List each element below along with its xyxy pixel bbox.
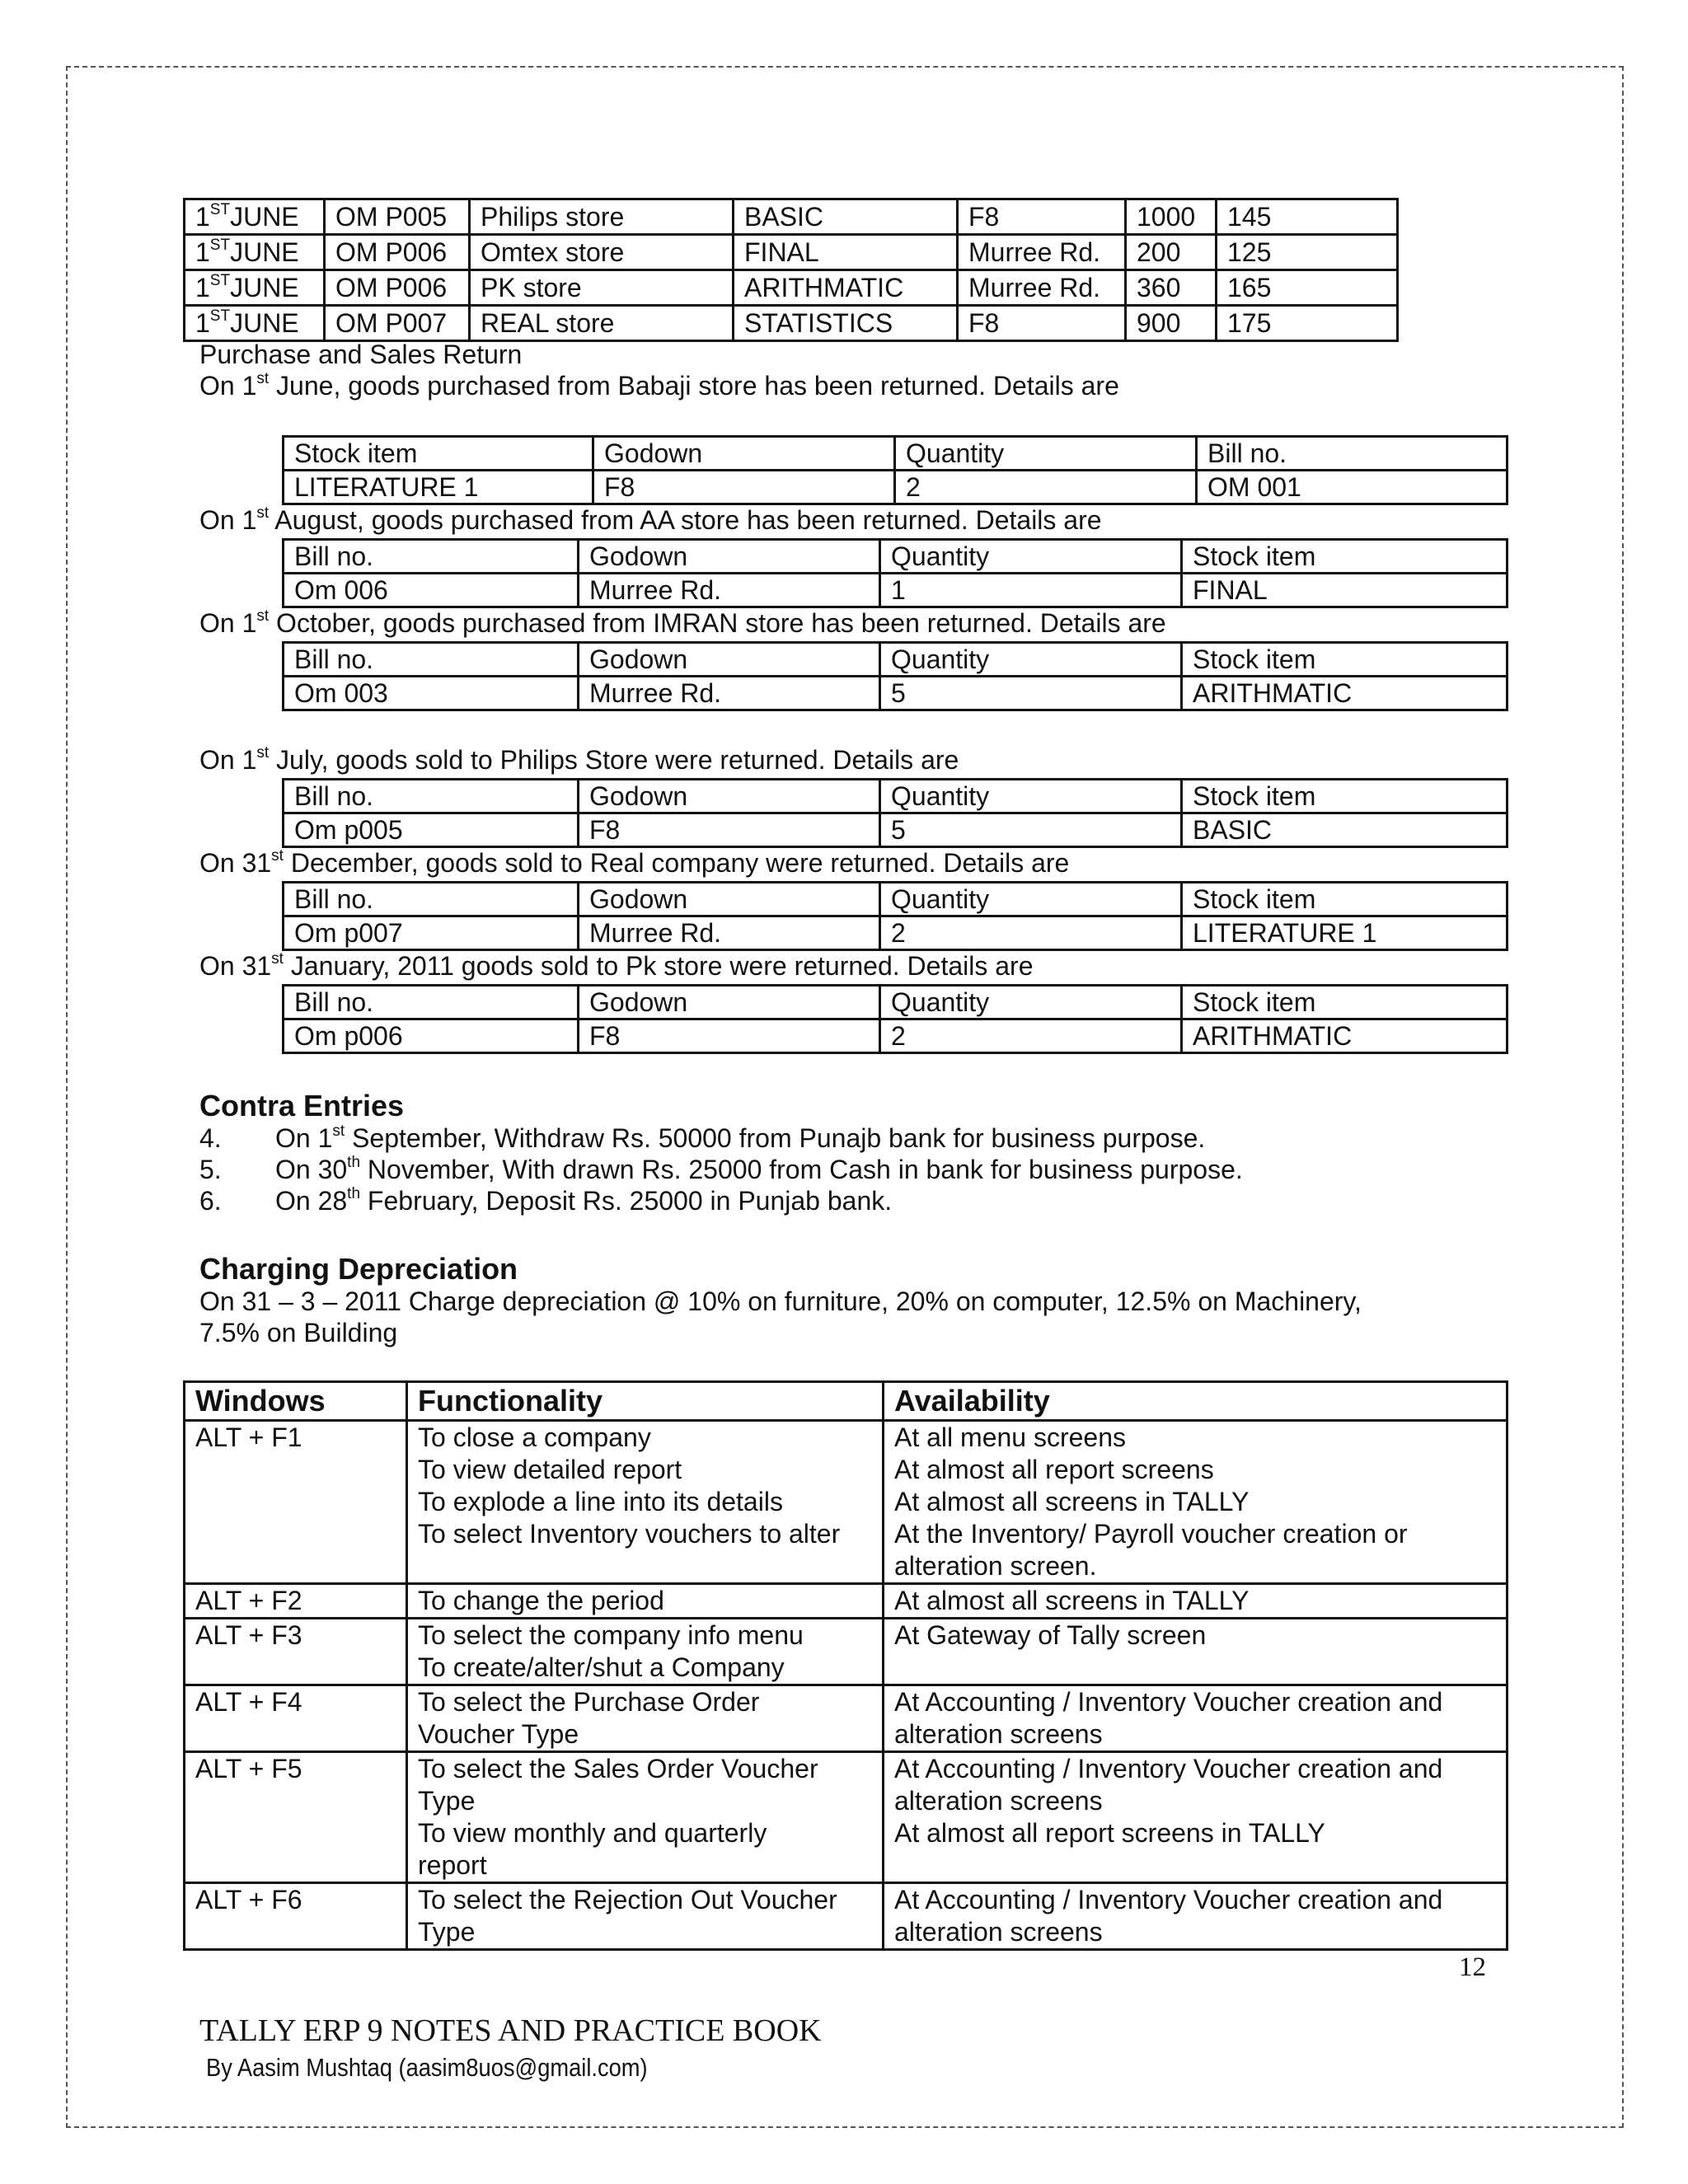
- functionality-line: Voucher Type: [418, 1719, 579, 1749]
- functionality-cell: [407, 1421, 884, 1584]
- qty-cell: 360: [1126, 270, 1217, 306]
- key-cell: ALT + F3: [185, 1619, 407, 1685]
- list-item: [199, 1122, 1243, 1154]
- availability-line: alteration screens: [894, 1719, 1103, 1749]
- availability-line: At almost all report screens: [894, 1455, 1214, 1484]
- return-table-3: [282, 641, 1508, 711]
- rate-cell: 175: [1217, 306, 1398, 341]
- table-cell: Om p005: [284, 813, 579, 847]
- date-cell: [185, 270, 325, 306]
- date-month: JUNE: [230, 202, 299, 232]
- table-cell: 2: [880, 916, 1182, 950]
- header-cell: Godown: [579, 780, 880, 813]
- table-row: [185, 1883, 1507, 1950]
- header-cell: Bill no.: [284, 780, 579, 813]
- return-paragraph-5: On 31st December, goods sold to Real company were returned. Details are: [199, 847, 1070, 878]
- header-cell: Quantity: [880, 643, 1182, 677]
- header-cell: Bill no.: [284, 986, 579, 1019]
- date-day: 1: [195, 202, 210, 232]
- date-cell: [185, 306, 325, 341]
- availability-line: At almost all screens in TALLY: [894, 1487, 1250, 1516]
- bill-cell: OM P006: [325, 270, 470, 306]
- table-cell: Murree Rd.: [579, 677, 880, 710]
- list-item: [199, 1185, 1243, 1216]
- table-row: [185, 1685, 1507, 1752]
- table-cell: Murree Rd.: [579, 916, 880, 950]
- party-cell: Philips store: [470, 199, 734, 235]
- functionality-line: To select the Purchase Order: [418, 1687, 760, 1717]
- header-cell: Quantity: [880, 883, 1182, 916]
- functionality-cell: [407, 1619, 884, 1685]
- item-text: September, Withdraw Rs. 50000 from Punajb bank for business purpose.: [345, 1123, 1206, 1153]
- item-number: 5.: [199, 1155, 222, 1184]
- table-cell: BASIC: [1182, 813, 1507, 847]
- qty-cell: 200: [1126, 235, 1217, 270]
- return-paragraph-6: On 31st January, 2011 goods sold to Pk store were returned. Details are: [199, 950, 1034, 981]
- item-suffix: th: [347, 1154, 361, 1172]
- functionality-line: To view detailed report: [418, 1455, 682, 1484]
- table-cell: 5: [880, 813, 1182, 847]
- date-suffix: ST: [209, 201, 231, 219]
- return-table-6: [282, 984, 1508, 1054]
- table-cell: F8: [579, 813, 880, 847]
- contra-heading: Contra Entries: [199, 1089, 405, 1122]
- functionality-line: To select the Sales Order Voucher: [418, 1754, 818, 1783]
- header-cell: Stock item: [284, 437, 593, 471]
- table-cell: 5: [880, 677, 1182, 710]
- availability-line: alteration screens: [894, 1786, 1103, 1816]
- item-cell: STATISTICS: [734, 306, 958, 341]
- item-text-pre: On 30: [275, 1155, 348, 1184]
- table-cell: 2: [895, 471, 1197, 504]
- header-cell: Bill no.: [284, 643, 579, 677]
- availability-line: alteration screens: [894, 1917, 1103, 1947]
- column-header: Windows: [185, 1382, 407, 1421]
- qty-cell: 900: [1126, 306, 1217, 341]
- item-cell: FINAL: [734, 235, 958, 270]
- table-cell: FINAL: [1182, 574, 1507, 607]
- table-cell: LITERATURE 1: [284, 471, 593, 504]
- key-cell: ALT + F6: [185, 1883, 407, 1950]
- functionality-line: To change the period: [418, 1586, 664, 1615]
- functionality-cell: [407, 1685, 884, 1752]
- table-header-row: [284, 883, 1507, 916]
- availability-cell: [884, 1619, 1507, 1685]
- functionality-cell: [407, 1584, 884, 1619]
- date-day: 1: [195, 273, 210, 302]
- godown-cell: Murree Rd.: [958, 235, 1126, 270]
- table-row: [284, 471, 1507, 504]
- rate-cell: 125: [1217, 235, 1398, 270]
- return-table-2: [282, 538, 1508, 608]
- date-month: JUNE: [230, 237, 299, 267]
- functionality-line: To select the company info menu: [418, 1620, 804, 1650]
- return-table-1: [282, 435, 1508, 505]
- table-row: [284, 1019, 1507, 1053]
- functionality-line: To create/alter/shut a Company: [418, 1652, 785, 1682]
- availability-cell: [884, 1752, 1507, 1883]
- table-cell: F8: [593, 471, 895, 504]
- availability-cell: [884, 1584, 1507, 1619]
- item-number: 6.: [199, 1186, 222, 1216]
- table-header-row: [284, 780, 1507, 813]
- table-row: [284, 574, 1507, 607]
- table-header-row: [284, 437, 1507, 471]
- table-cell: ARITHMATIC: [1182, 677, 1507, 710]
- functionality-line: To close a company: [418, 1422, 651, 1452]
- rate-cell: 145: [1217, 199, 1398, 235]
- bill-cell: OM P007: [325, 306, 470, 341]
- return-paragraph-4: On 1st July, goods sold to Philips Store were returned. Details are: [199, 744, 959, 775]
- table-row: [185, 1619, 1507, 1685]
- footer-title: TALLY ERP 9 NOTES AND PRACTICE BOOK: [199, 2013, 822, 2048]
- sales-table: [183, 198, 1399, 342]
- contra-list: [199, 1122, 1243, 1216]
- rate-cell: 165: [1217, 270, 1398, 306]
- table-cell: F8: [579, 1019, 880, 1053]
- header-cell: Bill no.: [284, 540, 579, 574]
- date-month: JUNE: [230, 308, 299, 338]
- availability-line: alteration screen.: [894, 1551, 1097, 1581]
- header-cell: Quantity: [880, 780, 1182, 813]
- party-cell: REAL store: [470, 306, 734, 341]
- item-suffix: th: [347, 1185, 361, 1203]
- table-header-row: [284, 540, 1507, 574]
- list-item: [199, 1154, 1243, 1185]
- header-cell: Stock item: [1182, 540, 1507, 574]
- key-cell: ALT + F5: [185, 1752, 407, 1883]
- return-table-5: [282, 881, 1508, 951]
- table-cell: OM 001: [1197, 471, 1507, 504]
- return-paragraph-2: On 1st August, goods purchased from AA store has been returned. Details are: [199, 504, 1102, 535]
- date-month: JUNE: [230, 273, 299, 302]
- item-cell: ARITHMATIC: [734, 270, 958, 306]
- date-cell: [185, 199, 325, 235]
- availability-line: At all menu screens: [894, 1422, 1127, 1452]
- availability-line: At almost all report screens in TALLY: [894, 1818, 1325, 1848]
- depreciation-line-1: On 31 – 3 – 2011 Charge depreciation @ 10% on furniture, 20% on computer, 12.5% on Machinery,: [199, 1286, 1362, 1316]
- table-row: [284, 813, 1507, 847]
- header-cell: Godown: [579, 986, 880, 1019]
- availability-line: At the Inventory/ Payroll voucher creation or: [894, 1519, 1408, 1549]
- functionality-cell: [407, 1752, 884, 1883]
- table-row: [185, 306, 1398, 341]
- header-cell: Bill no.: [1197, 437, 1507, 471]
- table-cell: LITERATURE 1: [1182, 916, 1507, 950]
- key-cell: ALT + F1: [185, 1421, 407, 1584]
- date-suffix: ST: [209, 307, 231, 326]
- table-cell: Om 003: [284, 677, 579, 710]
- return-table-4: [282, 778, 1508, 848]
- item-text-pre: On 1: [275, 1123, 333, 1153]
- availability-cell: [884, 1421, 1507, 1584]
- table-header-row: [284, 986, 1507, 1019]
- availability-line: At almost all screens in TALLY: [894, 1586, 1250, 1615]
- key-cell: ALT + F4: [185, 1685, 407, 1752]
- availability-line: At Gateway of Tally screen: [894, 1620, 1207, 1650]
- page-number: 12: [1459, 1952, 1486, 1982]
- header-cell: Godown: [579, 540, 880, 574]
- footer-author: By Aasim Mushtaq (aasim8uos@gmail.com): [206, 2053, 648, 2082]
- availability-line: At Accounting / Inventory Voucher creation and: [894, 1687, 1443, 1717]
- header-cell: Quantity: [880, 540, 1182, 574]
- date-day: 1: [195, 308, 210, 338]
- table-cell: 2: [880, 1019, 1182, 1053]
- item-cell: BASIC: [734, 199, 958, 235]
- table-cell: Om p007: [284, 916, 579, 950]
- header-cell: Stock item: [1182, 780, 1507, 813]
- table-row: [185, 270, 1398, 306]
- availability-line: At Accounting / Inventory Voucher creation and: [894, 1885, 1443, 1915]
- godown-cell: Murree Rd.: [958, 270, 1126, 306]
- qty-cell: 1000: [1126, 199, 1217, 235]
- table-row: [284, 916, 1507, 950]
- header-cell: Stock item: [1182, 986, 1507, 1019]
- table-row: [185, 235, 1398, 270]
- functionality-line: report: [418, 1850, 487, 1880]
- table-row: [185, 1584, 1507, 1619]
- functionality-line: To select Inventory vouchers to alter: [418, 1519, 841, 1549]
- header-cell: Stock item: [1182, 883, 1507, 916]
- header-cell: Stock item: [1182, 643, 1507, 677]
- header-cell: Godown: [593, 437, 895, 471]
- item-text: February, Deposit Rs. 25000 in Punjab bank.: [360, 1186, 893, 1216]
- item-text: November, With drawn Rs. 25000 from Cash in bank for business purpose.: [360, 1155, 1243, 1184]
- functionality-line: To view monthly and quarterly: [418, 1818, 767, 1848]
- date-day: 1: [195, 237, 210, 267]
- section-label-returns: Purchase and Sales Return: [199, 340, 523, 369]
- header-cell: Godown: [579, 883, 880, 916]
- date-cell: [185, 235, 325, 270]
- header-cell: Quantity: [880, 986, 1182, 1019]
- column-header: Functionality: [407, 1382, 884, 1421]
- return-paragraph-1: On 1st June, goods purchased from Babaji store has been returned. Details are: [199, 370, 1119, 401]
- table-header-row: [284, 643, 1507, 677]
- availability-line: At Accounting / Inventory Voucher creation and: [894, 1754, 1443, 1783]
- header-cell: Godown: [579, 643, 880, 677]
- functionality-line: Type: [418, 1786, 476, 1816]
- date-suffix: ST: [209, 237, 231, 255]
- table-cell: 1: [880, 574, 1182, 607]
- functionality-line: Type: [418, 1917, 476, 1947]
- depreciation-line-2: 7.5% on Building: [199, 1318, 398, 1347]
- header-cell: Quantity: [895, 437, 1197, 471]
- return-paragraph-3: On 1st October, goods purchased from IMRAN store has been returned. Details are: [199, 607, 1166, 638]
- availability-cell: [884, 1685, 1507, 1752]
- table-row: [185, 1421, 1507, 1584]
- header-cell: Bill no.: [284, 883, 579, 916]
- key-cell: ALT + F2: [185, 1584, 407, 1619]
- party-cell: Omtex store: [470, 235, 734, 270]
- table-row: [185, 199, 1398, 235]
- functionality-line: To explode a line into its details: [418, 1487, 783, 1516]
- table-cell: Murree Rd.: [579, 574, 880, 607]
- functionality-cell: [407, 1883, 884, 1950]
- party-cell: PK store: [470, 270, 734, 306]
- shortcut-keys-table: [183, 1380, 1508, 1951]
- table-row: [185, 1752, 1507, 1883]
- table-cell: Om 006: [284, 574, 579, 607]
- table-cell: ARITHMATIC: [1182, 1019, 1507, 1053]
- availability-cell: [884, 1883, 1507, 1950]
- depreciation-heading: Charging Depreciation: [199, 1252, 518, 1286]
- item-text-pre: On 28: [275, 1186, 348, 1216]
- column-header: Availability: [884, 1382, 1507, 1421]
- bill-cell: OM P005: [325, 199, 470, 235]
- godown-cell: F8: [958, 306, 1126, 341]
- table-row: [284, 677, 1507, 710]
- godown-cell: F8: [958, 199, 1126, 235]
- item-number: 4.: [199, 1123, 222, 1153]
- bill-cell: OM P006: [325, 235, 470, 270]
- table-cell: Om p006: [284, 1019, 579, 1053]
- functionality-line: To select the Rejection Out Voucher: [418, 1885, 837, 1915]
- date-suffix: ST: [209, 272, 231, 290]
- item-suffix: st: [332, 1122, 345, 1141]
